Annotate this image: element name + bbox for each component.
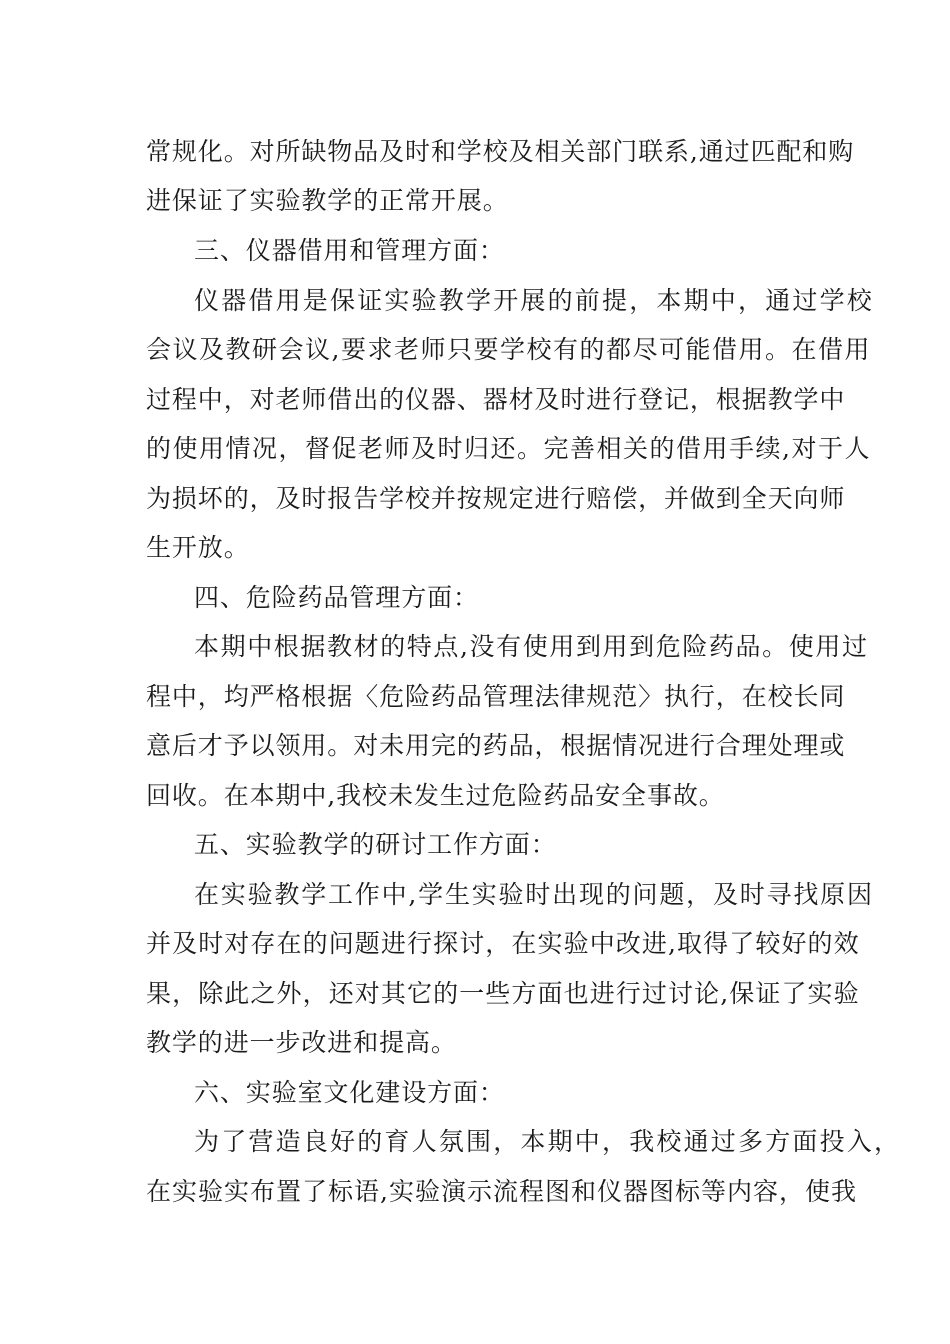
paragraph-line: 过程中，对老师借出的仪器、器材及时进行登记，根据教学中 — [146, 385, 846, 414]
paragraph-line: 的使用情况，督促老师及时归还。完善相关的借用手续,对于人 — [146, 434, 871, 463]
paragraph-line: 程中，均严格根据〈危险药品管理法律规范〉执行，在校长同 — [146, 682, 846, 711]
paragraph-line: 会议及教研会议,要求老师只要学校有的都尽可能借用。在借用 — [146, 335, 871, 364]
paragraph-line: 意后才予以领用。对未用完的药品，根据情况进行合理处理或 — [146, 731, 846, 760]
paragraph-line: 本期中根据教材的特点,没有使用到用到危险药品。使用过 — [194, 632, 869, 661]
section-heading: 四、危险药品管理方面： — [194, 583, 479, 612]
paragraph-line: 在实验教学工作中,学生实验时出现的问题，及时寻找原因 — [194, 880, 874, 909]
paragraph-line: 为损坏的，及时报告学校并按规定进行赔偿，并做到全天向师 — [146, 484, 846, 513]
section-heading: 六、实验室文化建设方面： — [194, 1078, 505, 1107]
section-heading: 三、仪器借用和管理方面： — [194, 236, 505, 265]
paragraph-line: 在实验实布置了标语,实验演示流程图和仪器图标等内容，使我 — [146, 1177, 857, 1206]
paragraph-line: 为了营造良好的育人氛围，本期中，我校通过多方面投入， — [194, 1127, 902, 1156]
paragraph-line: 并及时对存在的问题进行探讨，在实验中改进,取得了较好的效 — [146, 929, 860, 958]
paragraph-line: 教学的进一步改进和提高。 — [146, 1028, 457, 1057]
paragraph-line: 生开放。 — [146, 533, 250, 562]
paragraph-line: 仪器借用是保证实验教学开展的前提，本期中，通过学校 — [194, 286, 875, 315]
section-heading: 五、实验教学的研讨工作方面： — [194, 830, 557, 859]
paragraph-line: 进保证了实验教学的正常开展。 — [146, 186, 509, 215]
paragraph-line: 回收。在本期中,我校未发生过危险药品安全事故。 — [146, 781, 725, 810]
paragraph-line: 常规化。对所缺物品及时和学校及相关部门联系,通过匹配和购 — [146, 137, 855, 166]
paragraph-line: 果，除此之外，还对其它的一些方面也进行过讨论,保证了实验 — [146, 979, 860, 1008]
